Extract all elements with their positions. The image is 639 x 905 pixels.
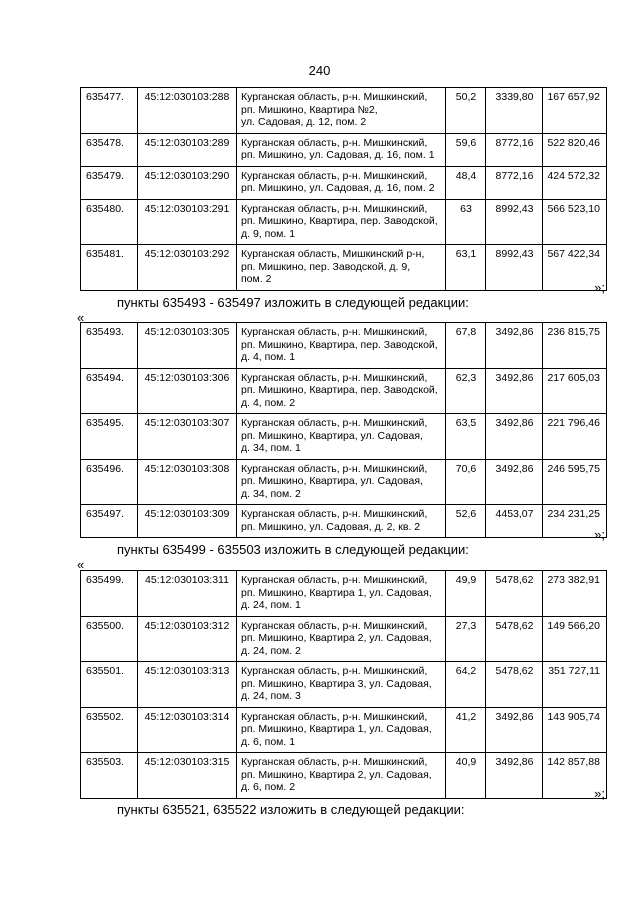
cadastral-value-cell: 567 422,34 [543,245,607,291]
address-line: д. 24, пом. 1 [241,599,301,611]
address-line: рп. Мишкино, Квартира, ул. Садовая, [241,429,423,442]
row-number-cell: 635481. [81,245,138,291]
cadastral-value-cell: 143 905,74 [543,707,607,753]
area-cell: 63,1 [446,245,486,291]
opening-quote-2: « [77,557,85,572]
address-cell [237,368,446,414]
address-cell [237,571,446,617]
address-line: Курганская область, р-н. Мишкинский, [241,136,428,149]
area-cell: 59,6 [446,133,486,166]
address-line: д. 24, пом. 3 [241,690,301,702]
row-number-cell: 635478. [81,133,138,166]
address-cell [237,414,446,460]
address-line: рп. Мишкино, Квартира, ул. Садовая, [241,475,423,487]
opening-quote-1: « [77,310,85,325]
address-line: Курганская область, р-н. Мишкинский, [241,619,428,632]
row-number-cell: 635500. [81,616,138,662]
specific-cadastral-value-cell: 3492,86 [486,414,543,460]
specific-cadastral-value-cell: 8992,43 [486,245,543,291]
address-line: рп. Мишкино, ул. Садовая, д. 2, кв. 2 [241,520,421,533]
area-cell: 50,2 [446,88,486,134]
specific-cadastral-value-cell: 8772,16 [486,133,543,166]
cadastral-number-cell: 45:12:030103:307 [138,414,237,460]
row-number-cell: 635503. [81,753,138,799]
specific-cadastral-value-cell: 4453,07 [486,505,543,538]
cadastral-number-cell: 45:12:030103:311 [138,571,237,617]
address-line: д. 34, пом. 1 [241,442,301,454]
address-cell [237,459,446,505]
address-cell [237,323,446,369]
cadastral-value-cell: 234 231,25 [543,505,607,538]
cadastral-number-cell: 45:12:030103:313 [138,662,237,708]
address-line: рп. Мишкино, пер. Заводской, д. 9, [241,260,411,273]
row-number-cell: 635495. [81,414,138,460]
cadastral-value-cell: 522 820,46 [543,133,607,166]
cadastral-number-cell: 45:12:030103:292 [138,245,237,291]
address-line: д. 6, пом. 1 [241,735,296,748]
specific-cadastral-value-cell: 3492,86 [486,707,543,753]
table-row [81,166,607,199]
register-table-2 [80,322,607,538]
area-cell: 64,2 [446,662,486,708]
table-row [81,245,607,291]
address-cell [237,133,446,166]
address-line: Курганская область, р-н. Мишкинский, [241,417,428,429]
address-line: Курганская область, р-н. Мишкинский, [241,508,428,520]
address-line: рп. Мишкино, Квартира, пер. Заводской, [241,384,438,396]
address-line: Курганская область, р-н. Мишкинский, [241,91,428,103]
table-row [81,459,607,505]
specific-cadastral-value-cell: 5478,62 [486,616,543,662]
cadastral-number-cell: 45:12:030103:290 [138,166,237,199]
row-number-cell: 635477. [81,88,138,134]
address-line: д. 4, пом. 1 [241,351,296,363]
address-line: рп. Мишкино, Квартира 2, ул. Садовая, [241,768,432,781]
cadastral-number-cell: 45:12:030103:314 [138,707,237,753]
address-cell [237,616,446,662]
area-cell: 70,6 [446,459,486,505]
row-number-cell: 635480. [81,199,138,245]
address-cell [237,245,446,291]
address-line: Курганская область, р-н. Мишкинский, [241,202,428,215]
closing-quote-2: »; [594,527,605,542]
area-cell: 49,9 [446,571,486,617]
register-table-1 [80,87,607,291]
area-cell: 63,5 [446,414,486,460]
row-number-cell: 635494. [81,368,138,414]
address-line: ул. Садовая, д. 12, пом. 2 [241,116,367,128]
cadastral-number-cell: 45:12:030103:289 [138,133,237,166]
address-cell [237,505,446,538]
cadastral-value-cell: 149 566,20 [543,616,607,662]
page-number: 240 [308,63,331,78]
amendment-instruction-3: пункты 635521, 635522 изложить в следующей редакции: [117,802,465,817]
address-line: д. 24, пом. 2 [241,644,301,657]
address-line: рп. Мишкино, Квартира 3, ул. Садовая, [241,677,432,690]
area-cell: 41,2 [446,707,486,753]
specific-cadastral-value-cell: 8992,43 [486,199,543,245]
table-row [81,753,607,799]
cadastral-value-cell: 246 595,75 [543,459,607,505]
row-number-cell: 635502. [81,707,138,753]
closing-quote-1: »; [594,280,605,295]
address-cell [237,707,446,753]
area-cell: 62,3 [446,368,486,414]
address-line: рп. Мишкино, Квартира 1, ул. Садовая, [241,586,432,599]
cadastral-value-cell: 217 605,03 [543,368,607,414]
table-row [81,662,607,708]
address-line: рп. Мишкино, ул. Садовая, д. 16, пом. 2 [241,182,435,194]
address-line: Курганская область, р-н. Мишкинский, [241,326,428,338]
cadastral-number-cell: 45:12:030103:305 [138,323,237,369]
cadastral-value-cell: 566 523,10 [543,199,607,245]
table-row [81,88,607,134]
cadastral-value-cell: 167 657,92 [543,88,607,134]
cadastral-value-cell: 424 572,32 [543,166,607,199]
specific-cadastral-value-cell: 3492,86 [486,459,543,505]
row-number-cell: 635501. [81,662,138,708]
cadastral-number-cell: 45:12:030103:308 [138,459,237,505]
address-line: д. 4, пом. 2 [241,396,296,409]
table-row [81,707,607,753]
closing-quote-3: »; [594,786,605,801]
cadastral-number-cell: 45:12:030103:315 [138,753,237,799]
area-cell: 40,9 [446,753,486,799]
address-line: Курганская область, р-н. Мишкинский, [241,710,428,723]
specific-cadastral-value-cell: 8772,16 [486,166,543,199]
specific-cadastral-value-cell: 3492,86 [486,753,543,799]
cadastral-value-cell: 351 727,11 [543,662,607,708]
table-row [81,133,607,166]
address-line: рп. Мишкино, Квартира 2, ул. Садовая, [241,632,432,644]
amendment-instruction-1: пункты 635493 - 635497 изложить в следующей редакции: [117,295,469,310]
cadastral-value-cell: 273 382,91 [543,571,607,617]
cadastral-number-cell: 45:12:030103:312 [138,616,237,662]
cadastral-value-cell: 236 815,75 [543,323,607,369]
address-line: Курганская область, Мишкинский р-н, [241,248,425,260]
specific-cadastral-value-cell: 3339,80 [486,88,543,134]
row-number-cell: 635497. [81,505,138,538]
address-line: рп. Мишкино, Квартира, пер. Заводской, [241,215,438,227]
row-number-cell: 635479. [81,166,138,199]
area-cell: 52,6 [446,505,486,538]
address-cell [237,166,446,199]
cadastral-number-cell: 45:12:030103:306 [138,368,237,414]
address-line: Курганская область, р-н. Мишкинский, [241,756,428,768]
address-line: Курганская область, р-н. Мишкинский, [241,574,428,586]
address-line: рп. Мишкино, ул. Садовая, д. 16, пом. 1 [241,149,435,161]
address-line: Курганская область, р-н. Мишкинский, [241,169,428,182]
address-line: рп. Мишкино, Квартира №2, [241,103,378,116]
area-cell: 63 [446,199,486,245]
table-row [81,571,607,617]
address-line: Курганская область, р-н. Мишкинский, [241,371,428,384]
row-number-cell: 635499. [81,571,138,617]
table-row [81,323,607,369]
cadastral-value-cell: 142 857,88 [543,753,607,799]
address-line: д. 9, пом. 1 [241,227,296,240]
table-row [81,199,607,245]
address-line: рп. Мишкино, Квартира 1, ул. Садовая, [241,723,432,735]
cadastral-number-cell: 45:12:030103:288 [138,88,237,134]
amendment-instruction-2: пункты 635499 - 635503 изложить в следующей редакции: [117,542,469,557]
specific-cadastral-value-cell: 5478,62 [486,571,543,617]
address-line: рп. Мишкино, Квартира, пер. Заводской, [241,338,438,351]
area-cell: 67,8 [446,323,486,369]
area-cell: 48,4 [446,166,486,199]
table-row [81,368,607,414]
address-line: Курганская область, р-н. Мишкинский, [241,665,428,677]
address-line: Курганская область, р-н. Мишкинский, [241,462,428,475]
specific-cadastral-value-cell: 5478,62 [486,662,543,708]
address-cell [237,199,446,245]
address-cell [237,88,446,134]
cadastral-number-cell: 45:12:030103:291 [138,199,237,245]
address-line: д. 34, пом. 2 [241,487,301,500]
address-line: пом. 2 [241,273,272,285]
area-cell: 27,3 [446,616,486,662]
table-row [81,616,607,662]
cadastral-value-cell: 221 796,46 [543,414,607,460]
row-number-cell: 635496. [81,459,138,505]
specific-cadastral-value-cell: 3492,86 [486,368,543,414]
cadastral-number-cell: 45:12:030103:309 [138,505,237,538]
row-number-cell: 635493. [81,323,138,369]
address-cell [237,662,446,708]
specific-cadastral-value-cell: 3492,86 [486,323,543,369]
address-cell [237,753,446,799]
table-row [81,414,607,460]
address-line: д. 6, пом. 2 [241,781,296,793]
table-row [81,505,607,538]
register-table-3 [80,570,607,799]
